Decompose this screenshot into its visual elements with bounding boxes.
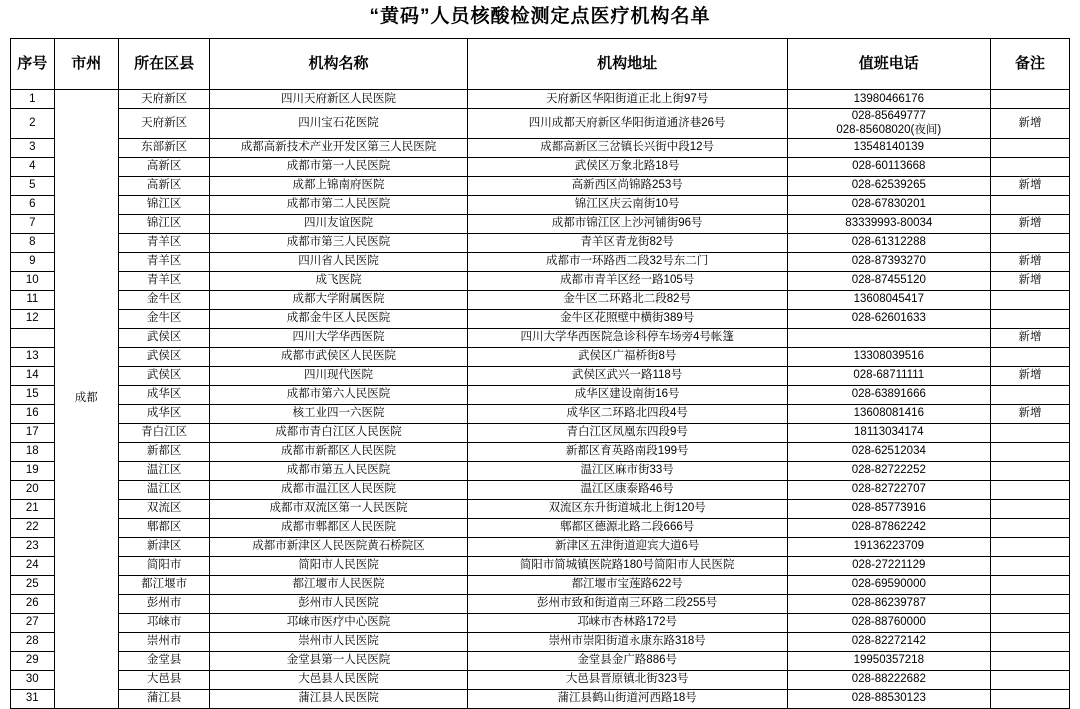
cell-org-address: 成华区建设南街16号 bbox=[467, 385, 787, 404]
cell-district: 都江堰市 bbox=[118, 575, 209, 594]
cell-duty-phone: 028-68711111 bbox=[787, 366, 990, 385]
cell-note bbox=[991, 423, 1070, 442]
cell-org-name: 成都市第二人民医院 bbox=[210, 195, 467, 214]
cell-note bbox=[991, 461, 1070, 480]
cell-org-address: 四川成都天府新区华阳街道通济巷26号 bbox=[467, 108, 787, 138]
cell-org-address: 金堂县金广路886号 bbox=[467, 651, 787, 670]
cell-district: 金牛区 bbox=[118, 309, 209, 328]
table-row bbox=[11, 309, 1070, 328]
cell-note bbox=[991, 632, 1070, 651]
cell-district: 天府新区 bbox=[118, 89, 209, 108]
cell-org-name: 简阳市人民医院 bbox=[210, 556, 467, 575]
cell-note bbox=[991, 575, 1070, 594]
table-row bbox=[11, 385, 1070, 404]
cell-seq: 8 bbox=[11, 233, 55, 252]
cell-note bbox=[991, 594, 1070, 613]
cell-org-name: 核工业四一六医院 bbox=[210, 404, 467, 423]
cell-duty-phone: 19950357218 bbox=[787, 651, 990, 670]
cell-district: 成华区 bbox=[118, 385, 209, 404]
cell-org-address: 成华区二环路北四段4号 bbox=[467, 404, 787, 423]
cell-org-address: 成都高新区三岔镇长兴街中段12号 bbox=[467, 138, 787, 157]
cell-seq: 21 bbox=[11, 499, 55, 518]
cell-duty-phone: 028-86239787 bbox=[787, 594, 990, 613]
cell-duty-phone: 028-27221129 bbox=[787, 556, 990, 575]
table-row bbox=[11, 575, 1070, 594]
cell-org-name: 大邑县人民医院 bbox=[210, 670, 467, 689]
cell-note bbox=[991, 347, 1070, 366]
cell-duty-phone: 13308039516 bbox=[787, 347, 990, 366]
table-row bbox=[11, 214, 1070, 233]
cell-district: 武侯区 bbox=[118, 366, 209, 385]
cell-district: 成华区 bbox=[118, 404, 209, 423]
cell-org-address: 高新西区尚锦路253号 bbox=[467, 176, 787, 195]
cell-district: 简阳市 bbox=[118, 556, 209, 575]
page-title: “黄码”人员核酸检测定点医疗机构名单 bbox=[369, 6, 711, 27]
cell-duty-phone: 13980466176 bbox=[787, 89, 990, 108]
table-header-row bbox=[11, 38, 1070, 89]
column-header-city: 市州 bbox=[54, 38, 118, 89]
cell-district: 邛崃市 bbox=[118, 613, 209, 632]
cell-note bbox=[991, 518, 1070, 537]
cell-duty-phone: 028-82722252 bbox=[787, 461, 990, 480]
cell-org-name: 崇州市人民医院 bbox=[210, 632, 467, 651]
cell-note bbox=[991, 89, 1070, 108]
table-row bbox=[11, 233, 1070, 252]
cell-district: 东部新区 bbox=[118, 138, 209, 157]
cell-note: 新增 bbox=[991, 252, 1070, 271]
cell-seq: 30 bbox=[11, 670, 55, 689]
cell-district: 温江区 bbox=[118, 480, 209, 499]
cell-org-address: 双流区东升街道城北上街120号 bbox=[467, 499, 787, 518]
table-body bbox=[11, 89, 1070, 708]
cell-org-name: 成都市第五人民医院 bbox=[210, 461, 467, 480]
medical-institution-table bbox=[10, 38, 1070, 709]
cell-seq: 20 bbox=[11, 480, 55, 499]
cell-district: 大邑县 bbox=[118, 670, 209, 689]
table-row bbox=[11, 89, 1070, 108]
cell-duty-phone: 028-87393270 bbox=[787, 252, 990, 271]
cell-org-name: 成飞医院 bbox=[210, 271, 467, 290]
cell-seq: 22 bbox=[11, 518, 55, 537]
cell-seq bbox=[11, 328, 55, 347]
cell-org-address: 郫都区德源北路二段666号 bbox=[467, 518, 787, 537]
column-header-district: 所在区县 bbox=[118, 38, 209, 89]
cell-org-address: 大邑县晋原镇北街323号 bbox=[467, 670, 787, 689]
cell-note bbox=[991, 309, 1070, 328]
cell-district: 高新区 bbox=[118, 176, 209, 195]
cell-note bbox=[991, 233, 1070, 252]
cell-org-address: 武侯区万象北路18号 bbox=[467, 157, 787, 176]
cell-duty-phone: 028-62601633 bbox=[787, 309, 990, 328]
cell-duty-phone: 028-62512034 bbox=[787, 442, 990, 461]
cell-duty-phone: 028-67830201 bbox=[787, 195, 990, 214]
cell-seq: 24 bbox=[11, 556, 55, 575]
cell-org-address: 都江堰市宝莲路622号 bbox=[467, 575, 787, 594]
cell-org-name: 四川现代医院 bbox=[210, 366, 467, 385]
table-row bbox=[11, 195, 1070, 214]
cell-note: 新增 bbox=[991, 404, 1070, 423]
cell-org-name: 成都上锦南府医院 bbox=[210, 176, 467, 195]
cell-org-name: 彭州市人民医院 bbox=[210, 594, 467, 613]
cell-org-name: 成都市双流区第一人民医院 bbox=[210, 499, 467, 518]
cell-note bbox=[991, 385, 1070, 404]
cell-org-address: 邛崃市杏林路172号 bbox=[467, 613, 787, 632]
cell-org-name: 四川天府新区人民医院 bbox=[210, 89, 467, 108]
cell-note: 新增 bbox=[991, 214, 1070, 233]
cell-duty-phone: 028-82722707 bbox=[787, 480, 990, 499]
table-row bbox=[11, 252, 1070, 271]
cell-seq: 1 bbox=[11, 89, 55, 108]
cell-district: 武侯区 bbox=[118, 347, 209, 366]
cell-duty-phone: 028-88222682 bbox=[787, 670, 990, 689]
cell-note bbox=[991, 499, 1070, 518]
cell-org-name: 四川大学华西医院 bbox=[210, 328, 467, 347]
cell-district: 金堂县 bbox=[118, 651, 209, 670]
table-row bbox=[11, 556, 1070, 575]
table-row bbox=[11, 347, 1070, 366]
cell-org-address: 新都区育英路南段199号 bbox=[467, 442, 787, 461]
cell-district: 双流区 bbox=[118, 499, 209, 518]
cell-org-address: 锦江区庆云南街10号 bbox=[467, 195, 787, 214]
cell-org-address: 青白江区凤凰东四段9号 bbox=[467, 423, 787, 442]
cell-seq: 14 bbox=[11, 366, 55, 385]
cell-duty-phone: 028-82272142 bbox=[787, 632, 990, 651]
cell-org-name: 成都市新津区人民医院黄石桥院区 bbox=[210, 537, 467, 556]
cell-seq: 25 bbox=[11, 575, 55, 594]
cell-seq: 13 bbox=[11, 347, 55, 366]
cell-seq: 6 bbox=[11, 195, 55, 214]
table-row bbox=[11, 480, 1070, 499]
table-row bbox=[11, 537, 1070, 556]
cell-district: 锦江区 bbox=[118, 195, 209, 214]
column-header-note: 备注 bbox=[991, 38, 1070, 89]
cell-org-name: 四川宝石花医院 bbox=[210, 108, 467, 138]
cell-duty-phone: 028-87455120 bbox=[787, 271, 990, 290]
cell-district: 青羊区 bbox=[118, 252, 209, 271]
cell-org-name: 成都大学附属医院 bbox=[210, 290, 467, 309]
cell-org-name: 四川省人民医院 bbox=[210, 252, 467, 271]
table-row bbox=[11, 689, 1070, 708]
cell-duty-phone: 028-63891666 bbox=[787, 385, 990, 404]
cell-note bbox=[991, 556, 1070, 575]
cell-seq: 15 bbox=[11, 385, 55, 404]
table-row bbox=[11, 176, 1070, 195]
cell-org-address: 新津区五津街道迎宾大道6号 bbox=[467, 537, 787, 556]
table-row bbox=[11, 404, 1070, 423]
cell-seq: 17 bbox=[11, 423, 55, 442]
table-row bbox=[11, 423, 1070, 442]
cell-seq: 16 bbox=[11, 404, 55, 423]
cell-org-address: 成都市一环路西二段32号东二门 bbox=[467, 252, 787, 271]
cell-seq: 23 bbox=[11, 537, 55, 556]
cell-org-name: 成都市武侯区人民医院 bbox=[210, 347, 467, 366]
cell-org-address: 天府新区华阳街道正北上街97号 bbox=[467, 89, 787, 108]
cell-seq: 4 bbox=[11, 157, 55, 176]
cell-org-address: 四川大学华西医院急诊科停车场旁4号帐篷 bbox=[467, 328, 787, 347]
cell-org-address: 青羊区青龙街82号 bbox=[467, 233, 787, 252]
cell-org-address: 金牛区花照壁中横街389号 bbox=[467, 309, 787, 328]
cell-org-name: 成都市青白江区人民医院 bbox=[210, 423, 467, 442]
cell-seq: 10 bbox=[11, 271, 55, 290]
cell-duty-phone: 028-87862242 bbox=[787, 518, 990, 537]
cell-note bbox=[991, 651, 1070, 670]
cell-duty-phone: 028-88760000 bbox=[787, 613, 990, 632]
cell-duty-phone: 028-88530123 bbox=[787, 689, 990, 708]
cell-seq: 9 bbox=[11, 252, 55, 271]
cell-note bbox=[991, 442, 1070, 461]
cell-org-address: 彭州市致和街道南三环路二段255号 bbox=[467, 594, 787, 613]
table-row bbox=[11, 594, 1070, 613]
cell-duty-phone bbox=[787, 328, 990, 347]
cell-org-name: 成都市第一人民医院 bbox=[210, 157, 467, 176]
table-row bbox=[11, 461, 1070, 480]
cell-org-address: 金牛区二环路北二段82号 bbox=[467, 290, 787, 309]
cell-district: 青羊区 bbox=[118, 233, 209, 252]
table-row bbox=[11, 613, 1070, 632]
table-row bbox=[11, 108, 1070, 138]
column-header-seq: 序号 bbox=[11, 38, 55, 89]
table-row bbox=[11, 651, 1070, 670]
cell-district: 新津区 bbox=[118, 537, 209, 556]
cell-seq: 7 bbox=[11, 214, 55, 233]
cell-org-name: 金堂县第一人民医院 bbox=[210, 651, 467, 670]
cell-org-name: 邛崃市医疗中心医院 bbox=[210, 613, 467, 632]
table-row bbox=[11, 328, 1070, 347]
cell-duty-phone: 13548140139 bbox=[787, 138, 990, 157]
cell-org-address: 蒲江县鹤山街道河西路18号 bbox=[467, 689, 787, 708]
cell-note bbox=[991, 157, 1070, 176]
cell-district: 温江区 bbox=[118, 461, 209, 480]
cell-note: 新增 bbox=[991, 176, 1070, 195]
cell-seq: 31 bbox=[11, 689, 55, 708]
cell-org-name: 成都市温江区人民医院 bbox=[210, 480, 467, 499]
table-row bbox=[11, 442, 1070, 461]
cell-note bbox=[991, 537, 1070, 556]
cell-seq: 19 bbox=[11, 461, 55, 480]
cell-district: 蒲江县 bbox=[118, 689, 209, 708]
cell-org-address: 温江区康泰路46号 bbox=[467, 480, 787, 499]
cell-seq: 26 bbox=[11, 594, 55, 613]
cell-duty-phone: 028-60113668 bbox=[787, 157, 990, 176]
cell-note bbox=[991, 670, 1070, 689]
cell-note bbox=[991, 480, 1070, 499]
cell-org-address: 成都市锦江区上沙河铺街96号 bbox=[467, 214, 787, 233]
column-header-org-name: 机构名称 bbox=[210, 38, 467, 89]
table-row bbox=[11, 518, 1070, 537]
table-row bbox=[11, 670, 1070, 689]
cell-org-address: 武侯区广福桥街8号 bbox=[467, 347, 787, 366]
cell-note bbox=[991, 138, 1070, 157]
cell-district: 青白江区 bbox=[118, 423, 209, 442]
table-row bbox=[11, 157, 1070, 176]
cell-org-name: 都江堰市人民医院 bbox=[210, 575, 467, 594]
cell-note: 新增 bbox=[991, 366, 1070, 385]
cell-note bbox=[991, 290, 1070, 309]
cell-duty-phone: 83339993-80034 bbox=[787, 214, 990, 233]
cell-org-address: 成都市青羊区经一路105号 bbox=[467, 271, 787, 290]
cell-note bbox=[991, 195, 1070, 214]
cell-district: 高新区 bbox=[118, 157, 209, 176]
table-row bbox=[11, 290, 1070, 309]
cell-duty-phone: 028-62539265 bbox=[787, 176, 990, 195]
cell-seq: 29 bbox=[11, 651, 55, 670]
cell-district: 崇州市 bbox=[118, 632, 209, 651]
cell-note bbox=[991, 689, 1070, 708]
column-header-duty-phone: 值班电话 bbox=[787, 38, 990, 89]
cell-duty-phone: 028-85649777 028-85608020(夜间) bbox=[787, 108, 990, 138]
cell-seq: 2 bbox=[11, 108, 55, 138]
cell-org-name: 成都市第三人民医院 bbox=[210, 233, 467, 252]
cell-seq: 11 bbox=[11, 290, 55, 309]
cell-org-name: 成都市郫都区人民医院 bbox=[210, 518, 467, 537]
cell-org-name: 成都市第六人民医院 bbox=[210, 385, 467, 404]
cell-org-name: 四川友谊医院 bbox=[210, 214, 467, 233]
cell-duty-phone: 18113034174 bbox=[787, 423, 990, 442]
cell-seq: 12 bbox=[11, 309, 55, 328]
cell-seq: 3 bbox=[11, 138, 55, 157]
cell-district: 新都区 bbox=[118, 442, 209, 461]
cell-district: 彭州市 bbox=[118, 594, 209, 613]
cell-org-address: 温江区麻市街33号 bbox=[467, 461, 787, 480]
cell-duty-phone: 13608081416 bbox=[787, 404, 990, 423]
cell-duty-phone: 19136223709 bbox=[787, 537, 990, 556]
cell-seq: 18 bbox=[11, 442, 55, 461]
cell-district: 天府新区 bbox=[118, 108, 209, 138]
cell-district: 郫都区 bbox=[118, 518, 209, 537]
cell-district: 青羊区 bbox=[118, 271, 209, 290]
cell-org-name: 成都市新都区人民医院 bbox=[210, 442, 467, 461]
cell-org-name: 成都高新技术产业开发区第三人民医院 bbox=[210, 138, 467, 157]
cell-district: 锦江区 bbox=[118, 214, 209, 233]
cell-district: 武侯区 bbox=[118, 328, 209, 347]
cell-org-name: 蒲江县人民医院 bbox=[210, 689, 467, 708]
table-row bbox=[11, 366, 1070, 385]
cell-seq: 5 bbox=[11, 176, 55, 195]
cell-duty-phone: 028-69590000 bbox=[787, 575, 990, 594]
cell-org-address: 崇州市崇阳街道永康东路318号 bbox=[467, 632, 787, 651]
cell-seq: 27 bbox=[11, 613, 55, 632]
cell-note: 新增 bbox=[991, 108, 1070, 138]
table-row bbox=[11, 271, 1070, 290]
cell-note: 新增 bbox=[991, 271, 1070, 290]
cell-duty-phone: 028-61312288 bbox=[787, 233, 990, 252]
table-row bbox=[11, 499, 1070, 518]
cell-city: 成都 bbox=[54, 89, 118, 708]
cell-seq: 28 bbox=[11, 632, 55, 651]
cell-org-address: 武侯区武兴一路118号 bbox=[467, 366, 787, 385]
cell-duty-phone: 13608045417 bbox=[787, 290, 990, 309]
table-row bbox=[11, 632, 1070, 651]
table-row bbox=[11, 138, 1070, 157]
column-header-org-address: 机构地址 bbox=[467, 38, 787, 89]
cell-note bbox=[991, 613, 1070, 632]
cell-org-name: 成都金牛区人民医院 bbox=[210, 309, 467, 328]
cell-note: 新增 bbox=[991, 328, 1070, 347]
cell-district: 金牛区 bbox=[118, 290, 209, 309]
cell-org-address: 简阳市简城镇医院路180号简阳市人民医院 bbox=[467, 556, 787, 575]
cell-duty-phone: 028-85773916 bbox=[787, 499, 990, 518]
